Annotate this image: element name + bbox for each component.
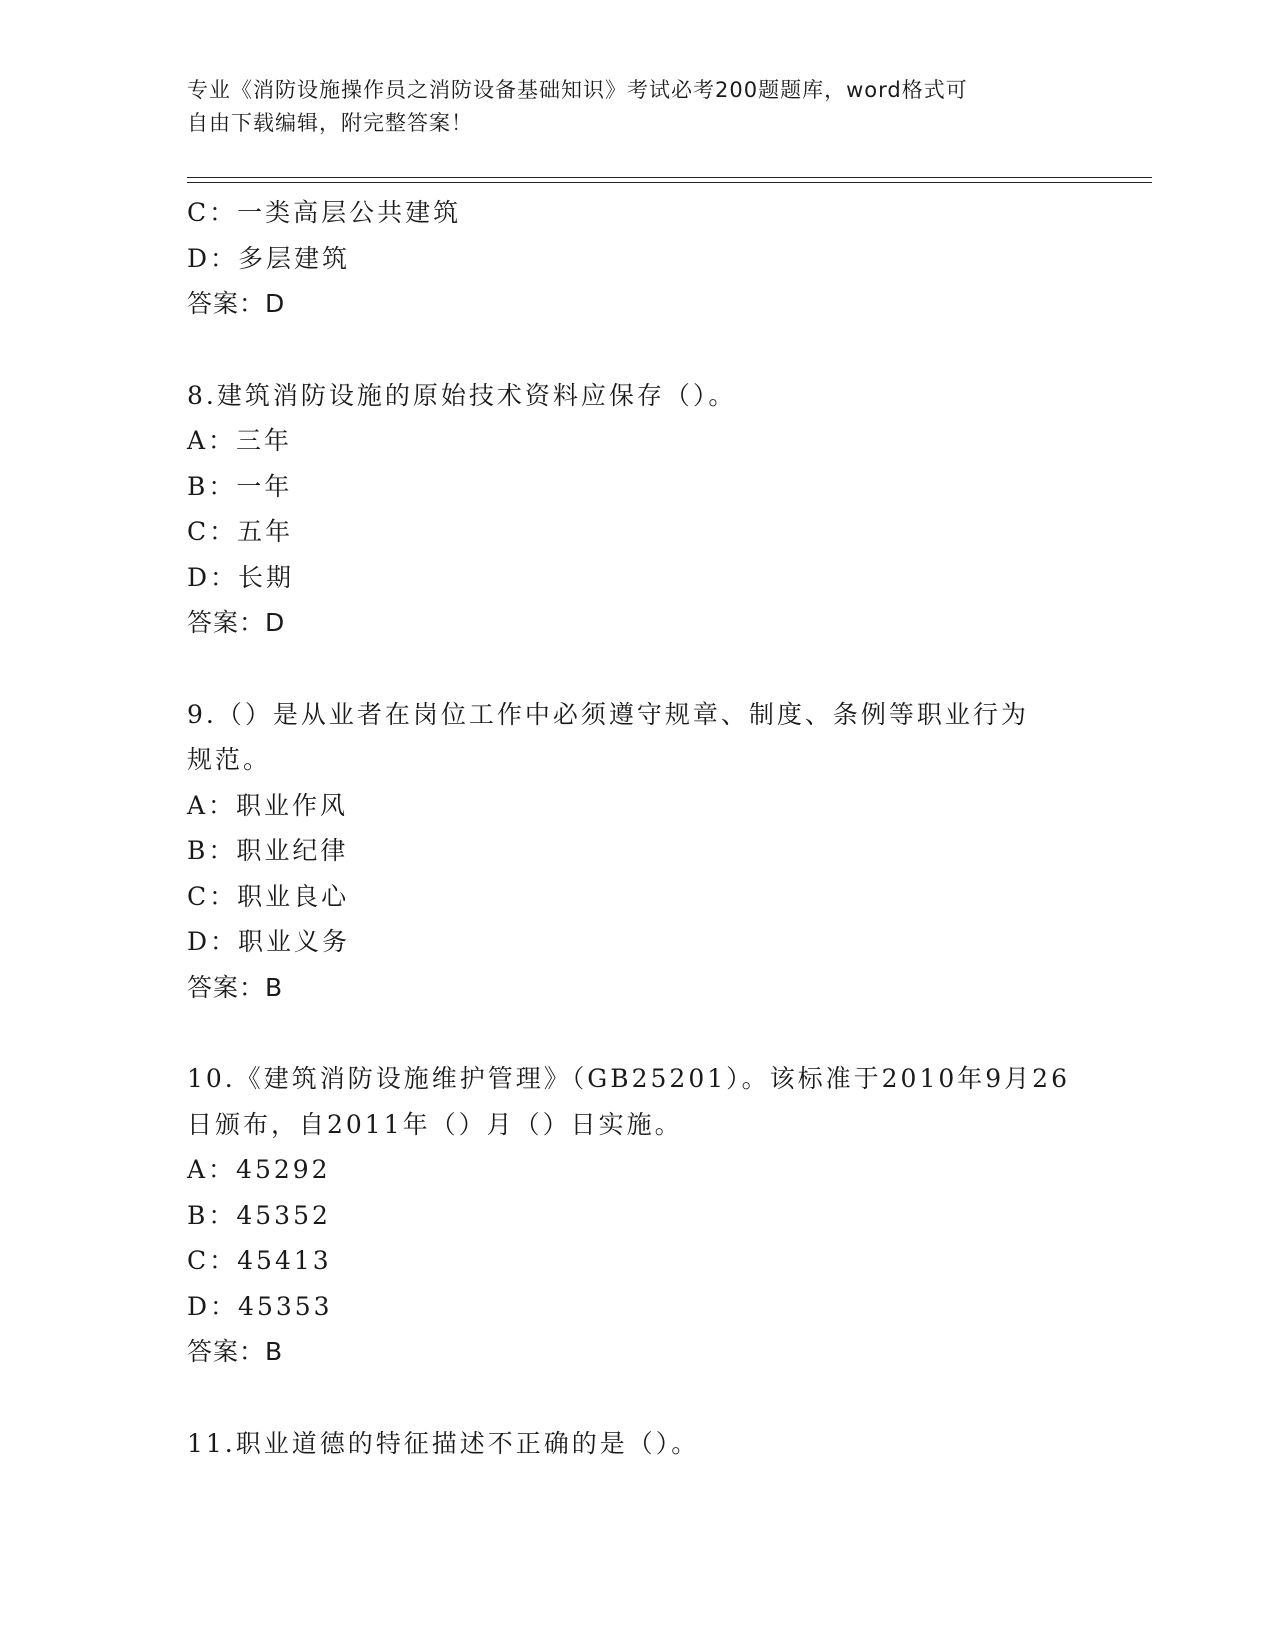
answer-label: 答案：B: [187, 1337, 284, 1366]
question-block-11: [187, 1421, 1087, 1467]
option-d: D：长期: [187, 562, 295, 592]
question-text: 9.（）是从业者在岗位工作中必须遵守规章、制度、条例等职业行为: [187, 699, 1029, 729]
option-a: A：职业作风: [187, 790, 349, 820]
question-block-previous: [187, 190, 1087, 327]
question-text: 8.建筑消防设施的原始技术资料应保存（）。: [187, 380, 737, 410]
document-header: [187, 74, 1067, 140]
option-c: C：45413: [187, 1246, 332, 1275]
header-line-1: 专业《消防设施操作员之消防设备基础知识》考试必考200题题库，word格式可: [187, 78, 968, 102]
option-b: B：45352: [187, 1200, 331, 1230]
answer-label: 答案：D: [187, 608, 286, 637]
question-block-9: [187, 692, 1087, 1011]
answer-label: 答案：D: [187, 289, 286, 318]
question-text-continued: 日颁布，自2011年（）月（）日实施。: [187, 1109, 683, 1139]
option-c: C：一类高层公共建筑: [187, 198, 462, 227]
header-line-2: 自由下载编辑，附完整答案！: [187, 111, 473, 135]
question-block-8: [187, 373, 1087, 646]
question-list: [187, 190, 1087, 1466]
option-c: C：职业良心: [187, 881, 350, 911]
question-block-10: [187, 1056, 1087, 1375]
question-text-continued: 规范。: [187, 745, 272, 774]
option-d: D：职业义务: [187, 927, 351, 956]
option-c: C：五年: [187, 517, 294, 546]
option-d: D：多层建筑: [187, 243, 351, 273]
option-a: A：45292: [187, 1155, 331, 1184]
option-b: B：职业纪律: [187, 836, 349, 865]
option-a: A：三年: [187, 426, 293, 455]
option-b: B：一年: [187, 471, 293, 501]
answer-label: 答案：B: [187, 972, 284, 1002]
header-divider-top: [187, 177, 1152, 178]
question-text: 10.《建筑消防设施维护管理》（GB25201）。该标准于2010年9月26: [187, 1064, 1070, 1093]
option-d: D：45353: [187, 1291, 333, 1321]
question-text: 11.职业道德的特征描述不正确的是（）。: [187, 1428, 700, 1458]
header-divider-bottom: [187, 182, 1152, 183]
